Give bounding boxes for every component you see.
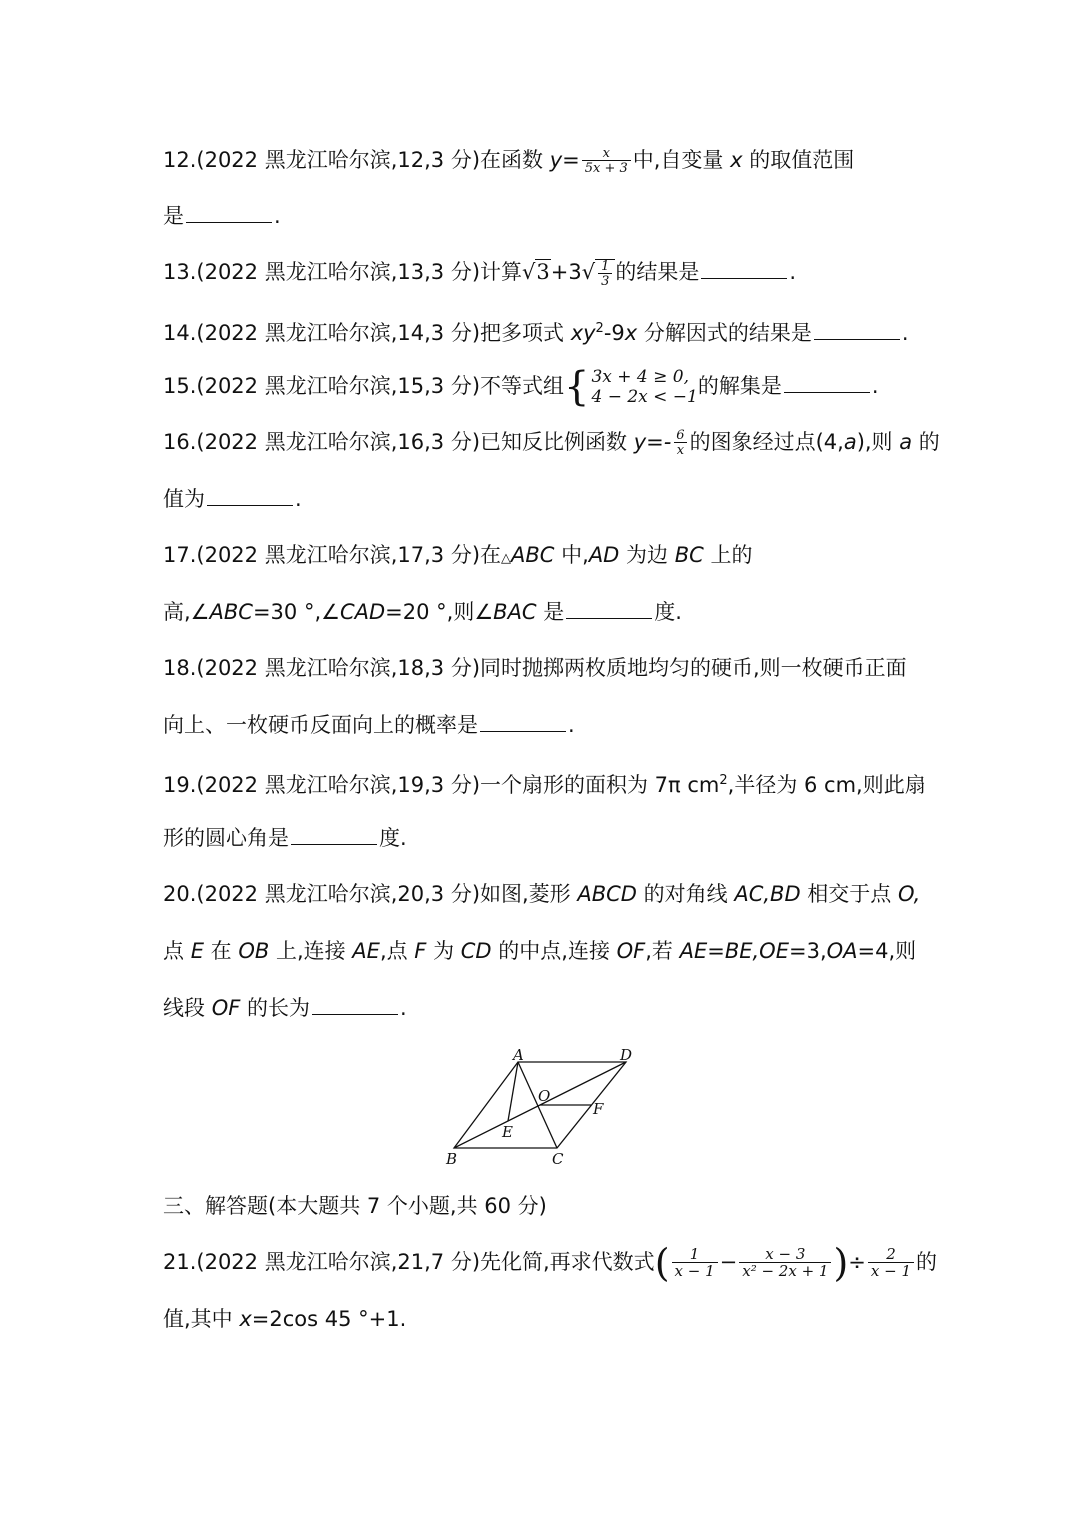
q20-l2-e: 为 xyxy=(426,939,461,963)
q20-ob: OB xyxy=(238,939,270,963)
q21-frac3 xyxy=(868,1247,914,1279)
q15-prefix: 15.(2022 黑龙江哈尔滨,15,3 分)不等式组 xyxy=(163,374,565,398)
q19-line1-text: 19.(2022 黑龙江哈尔滨,19,3 分)一个扇形的面积为 7π cm xyxy=(163,773,720,797)
q21-f1-num: 1 xyxy=(689,1245,700,1263)
q16-prefix: 16.(2022 黑龙江哈尔滨,16,3 分)已知反比例函数 xyxy=(163,430,634,454)
q17-cad: CAD xyxy=(339,600,386,624)
q17-bc: BC xyxy=(674,543,704,567)
q13-frac-den: 3 xyxy=(598,273,612,288)
q20-l1-c: 相交于点 xyxy=(800,882,898,906)
q13-answer-blank[interactable] xyxy=(701,254,787,279)
q18-line2 xyxy=(163,705,575,745)
q16-line1 xyxy=(163,422,940,462)
q14-minus: -9 xyxy=(603,321,625,345)
q20-l3-b: 的长为 xyxy=(240,996,310,1020)
q17-line2-d: 是 xyxy=(536,600,565,624)
q16-fraction xyxy=(673,429,687,457)
q20-l2-b: 在 xyxy=(203,939,239,963)
q18-line1 xyxy=(163,648,907,688)
q16-a: a xyxy=(843,430,857,454)
q20-answer-blank[interactable] xyxy=(312,990,398,1015)
q17-line2-c: =20 °,则∠ xyxy=(385,600,494,624)
q20-line3 xyxy=(163,988,407,1028)
q14-suffix: 分解因式的结果是 xyxy=(637,321,812,345)
q18-end: . xyxy=(568,713,575,737)
q14-line xyxy=(163,309,909,349)
q20-l1-a: 20.(2022 黑龙江哈尔滨,20,3 分)如图,菱形 xyxy=(163,882,578,906)
q19-line2-text: 形的圆心角是 xyxy=(163,826,289,850)
q17-bac: BAC xyxy=(493,600,537,624)
label-e: E xyxy=(502,1123,513,1141)
q14-end: . xyxy=(901,321,909,345)
q12-frac-den: 5x + 3 xyxy=(582,160,631,175)
q17-mid: 中, xyxy=(554,543,589,567)
q16-line2 xyxy=(163,479,302,519)
q13-sqrt-frac: √ $\frac{1}{3}$ xyxy=(582,252,616,292)
q21-lparen: ( xyxy=(654,1241,670,1285)
label-f: F xyxy=(593,1100,604,1118)
q16-a2: a xyxy=(899,430,913,454)
q21-rparen: ) xyxy=(833,1241,849,1285)
q17-mid2: 为边 xyxy=(619,543,675,567)
q12-answer-blank[interactable] xyxy=(186,198,272,223)
q20-end: . xyxy=(399,996,407,1020)
segment-ae xyxy=(508,1062,518,1121)
q17-end: 度. xyxy=(654,600,682,624)
q16-line2-text: 值为 xyxy=(163,487,205,511)
q20-l2-f: 的中点,连接 xyxy=(491,939,617,963)
q17-line2 xyxy=(163,592,682,632)
q15-brace: { xyxy=(564,364,590,410)
label-a: A xyxy=(513,1046,524,1064)
q15-suffix: 的解集是 xyxy=(697,374,782,398)
q17-line2-a: 高,∠ xyxy=(163,600,210,624)
q13-fraction xyxy=(598,260,612,288)
q14-x: x xyxy=(624,321,638,345)
q13-suffix: 的结果是 xyxy=(615,260,700,284)
q20-ae: AE xyxy=(352,939,380,963)
q19-line2 xyxy=(163,818,407,858)
q12-fraction xyxy=(582,147,631,175)
q20-o: O, xyxy=(897,882,921,906)
q16-end: . xyxy=(295,487,302,511)
q20-acbd: AC,BD xyxy=(734,882,801,906)
section3-heading xyxy=(163,1186,547,1226)
q20-of: OF xyxy=(616,939,646,963)
q16-y-eq: y=- xyxy=(633,430,672,454)
q21-suffix: 的 xyxy=(916,1250,938,1274)
q15-end: . xyxy=(871,374,879,398)
q20-abcd: ABCD xyxy=(577,882,637,906)
q20-l2-a: 点 xyxy=(163,939,191,963)
q19-line1-b: ,半径为 6 cm,则此扇 xyxy=(727,773,926,797)
label-d: D xyxy=(620,1046,633,1064)
q17-abc: ABC xyxy=(511,543,555,567)
q19-answer-blank[interactable] xyxy=(291,820,377,845)
q12-y-eq: y= xyxy=(549,148,580,172)
q17-answer-blank[interactable] xyxy=(566,594,652,619)
q17-line1 xyxy=(163,535,752,575)
q16-mid2: ),则 xyxy=(856,430,900,454)
q17-line2-b: =30 °,∠ xyxy=(252,600,340,624)
q20-oa: OA xyxy=(826,939,858,963)
q21-prefix: 21.(2022 黑龙江哈尔滨,21,7 分)先化简,再求代数式 xyxy=(163,1250,655,1274)
q13-prefix: 13.(2022 黑龙江哈尔滨,13,3 分)计算 xyxy=(163,260,523,284)
q21-line2-b: =2cos 45 °+1. xyxy=(251,1307,407,1331)
q21-x: x xyxy=(239,1307,252,1331)
q20-line1 xyxy=(163,874,920,914)
q21-line2-a: 值,其中 xyxy=(163,1307,240,1331)
q21-f3-num: 2 xyxy=(886,1245,896,1263)
q12-line2 xyxy=(163,196,281,236)
q17-suffix: 上的 xyxy=(703,543,753,567)
q20-l2-c: 上,连接 xyxy=(269,939,353,963)
q21-minus: − xyxy=(719,1250,738,1274)
q21-f2-den: x² − 2x + 1 xyxy=(739,1262,831,1279)
q16-frac-den: x xyxy=(674,442,687,457)
q13-plus: +3 xyxy=(550,260,582,284)
q21-f3-den: x − 1 xyxy=(868,1262,914,1279)
q20-l1-b: 的对角线 xyxy=(636,882,735,906)
q21-line1 xyxy=(163,1241,938,1285)
q13-sqrt3: √3 xyxy=(522,260,550,284)
q20-l2-g: ,若 xyxy=(645,939,680,963)
q20-f: F xyxy=(414,939,427,963)
q12-frac-num: x xyxy=(602,146,610,161)
q20-l2-h: =3, xyxy=(788,939,827,963)
q21-line2 xyxy=(163,1299,406,1339)
label-o: O xyxy=(538,1087,551,1105)
q19-line1 xyxy=(163,761,926,801)
q20-line2 xyxy=(163,931,916,971)
rhombus-figure xyxy=(440,1040,640,1170)
q18-line2-text: 向上、一枚硬币反面向上的概率是 xyxy=(163,713,478,737)
q12-suffix: 的取值范围 xyxy=(742,148,855,172)
q12-line2-text: 是 xyxy=(163,204,184,228)
q20-l2-i: =4,则 xyxy=(857,939,917,963)
q20-l3-a: 线段 xyxy=(163,996,212,1020)
q17-ad: AD xyxy=(588,543,620,567)
label-c: C xyxy=(552,1150,564,1168)
q20-of2: OF xyxy=(211,996,241,1020)
q17-abc2: ABC xyxy=(209,600,253,624)
q12-prefix: 12.(2022 黑龙江哈尔滨,12,3 分)在函数 xyxy=(163,148,550,172)
q20-cd: CD xyxy=(460,939,492,963)
q16-answer-blank[interactable] xyxy=(207,481,293,506)
q13-frac-num: 1 xyxy=(601,258,610,274)
q19-square: 2 xyxy=(719,773,728,788)
q20-e: E xyxy=(190,939,204,963)
q15-row2: 4 − 2x < −1 xyxy=(591,387,698,407)
section3-title: 三、解答题(本大题共 7 个小题,共 60 分) xyxy=(163,1194,547,1218)
q21-f2-num: x − 3 xyxy=(765,1245,806,1263)
q13-end: . xyxy=(789,260,797,284)
q20-l2-d: ,点 xyxy=(379,939,415,963)
q21-div: ÷ xyxy=(848,1250,866,1274)
q14-answer-blank[interactable] xyxy=(814,315,900,340)
q15-line xyxy=(163,364,879,410)
q14-square: 2 xyxy=(595,321,604,336)
q13-line xyxy=(163,252,796,292)
q15-answer-blank[interactable] xyxy=(784,368,870,393)
q17-prefix: 17.(2022 黑龙江哈尔滨,17,3 分)在 xyxy=(163,543,502,567)
triangle-icon: △ xyxy=(501,551,512,566)
q16-suffix: 的 xyxy=(912,430,940,454)
q12-end: . xyxy=(274,204,281,228)
q18-answer-blank[interactable] xyxy=(480,707,566,732)
q13-radicand: 3 xyxy=(536,260,550,284)
q21-frac2 xyxy=(739,1247,831,1279)
q15-inequality-system xyxy=(564,364,698,410)
q15-row1: 3x + 4 ≥ 0, xyxy=(591,367,690,387)
q18-line1-text: 18.(2022 黑龙江哈尔滨,18,3 分)同时抛掷两枚质地均匀的硬币,则一枚硬币正面 xyxy=(163,656,907,680)
label-b: B xyxy=(446,1150,458,1168)
q16-mid: 的图象经过点(4, xyxy=(689,430,844,454)
q21-f1-den: x − 1 xyxy=(672,1262,718,1279)
q21-frac1 xyxy=(672,1247,718,1279)
q12-mid: 中,自变量 xyxy=(632,148,731,172)
q14-xy: xy xyxy=(570,321,596,345)
q14-prefix: 14.(2022 黑龙江哈尔滨,14,3 分)把多项式 xyxy=(163,321,571,345)
q12-line1 xyxy=(163,140,854,180)
q20-aebe: AE=BE,OE xyxy=(679,939,789,963)
q16-frac-num: 6 xyxy=(676,428,685,443)
q12-var: x xyxy=(730,148,743,172)
q19-end: 度. xyxy=(379,826,407,850)
